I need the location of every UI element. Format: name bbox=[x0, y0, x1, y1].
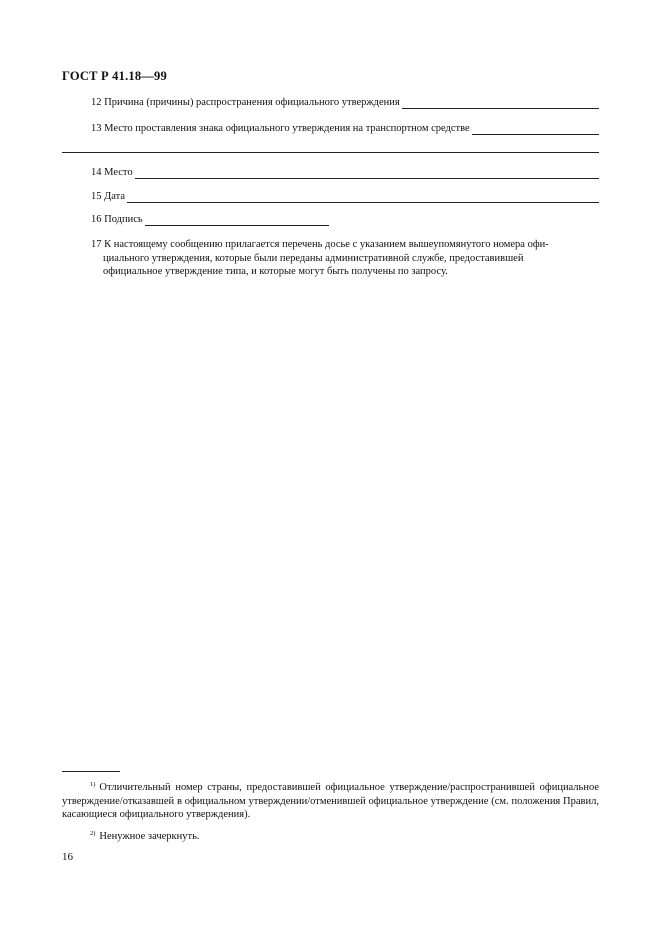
footnote-2 bbox=[62, 827, 599, 844]
footnote-1 bbox=[62, 778, 599, 822]
item-17-line-2: циального утверждения, которые были переданы административной службе, предоставившей bbox=[103, 252, 524, 264]
item-14-row bbox=[91, 166, 599, 179]
item-15-label: 15 Дата bbox=[91, 191, 126, 202]
item-16-label: 16 Подпись bbox=[91, 214, 143, 225]
item-12-label: 12 Причина (причины) распространения официального утверждения bbox=[91, 97, 400, 108]
item-14-label: 14 Место bbox=[91, 167, 133, 178]
item-13-continuation-line bbox=[62, 152, 599, 153]
item-15-blank bbox=[127, 192, 599, 203]
item-13-label: 13 Место проставления знака официального утверждения на транспортном средстве bbox=[91, 123, 470, 134]
item-12-blank bbox=[402, 98, 599, 109]
item-12-row bbox=[91, 96, 599, 109]
item-13-blank bbox=[472, 124, 599, 135]
footnote-2-text: Ненужное зачеркнуть. bbox=[99, 831, 200, 842]
item-17-line-3: официальное утверждение типа, и которые могут быть получены по запросу. bbox=[103, 266, 448, 277]
footnote-separator bbox=[62, 771, 120, 772]
footnote-1-mark: 1) bbox=[90, 781, 96, 788]
item-13-row bbox=[91, 122, 599, 135]
item-17-line-1: 17 К настоящему сообщению прилагается перечень досье с указанием вышеупомянутого номера офи- bbox=[91, 239, 549, 250]
item-17-paragraph bbox=[91, 238, 599, 279]
footnote-1-text: Отличительный номер страны, предоставившей официальное утверждение/распространившей официальное утверждение/отказавшей в официальном утверждении/отменившей официальное утверждение (см. положения Правил, касающиеся официального утверждения). bbox=[62, 782, 599, 820]
page-number: 16 bbox=[62, 851, 73, 863]
footnote-2-mark: 2) bbox=[90, 830, 96, 837]
item-14-blank bbox=[135, 168, 599, 179]
item-16-blank bbox=[145, 215, 329, 226]
document-header: ГОСТ Р 41.18—99 bbox=[62, 69, 167, 83]
item-16-row bbox=[91, 213, 329, 226]
item-15-row bbox=[91, 190, 599, 203]
